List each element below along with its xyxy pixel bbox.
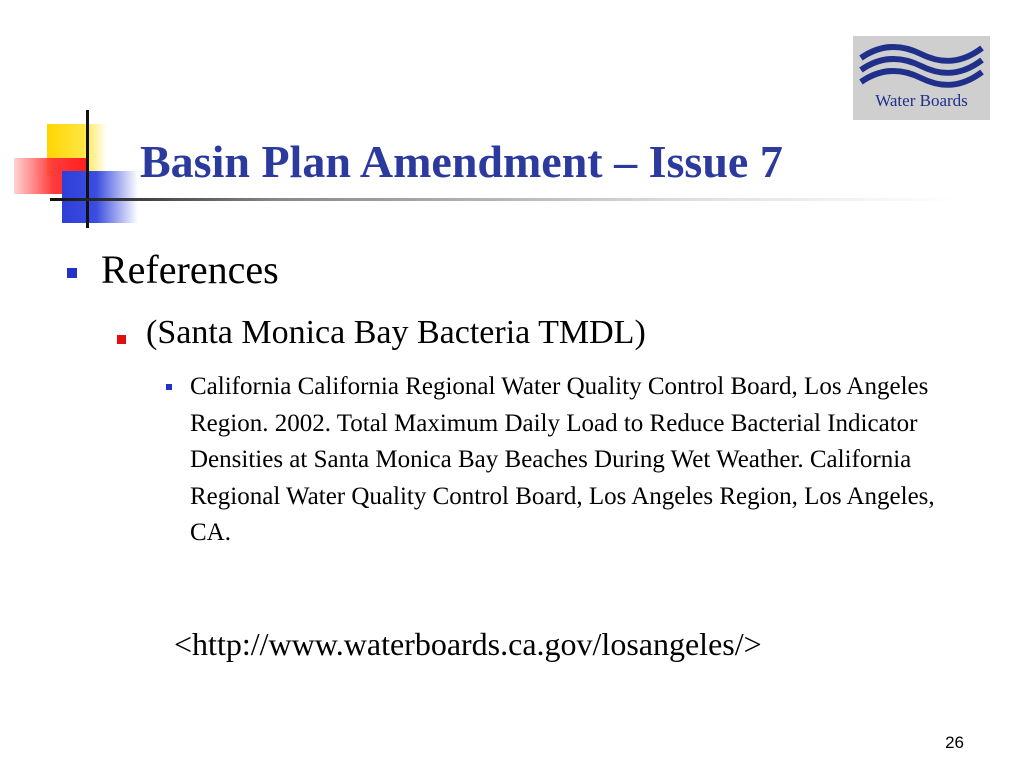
reference-url[interactable]: <http://www.waterboards.ca.gov/losangeles/> [174,626,762,662]
bullet-references: References [101,247,279,292]
logo-text: Water Boards [875,91,968,110]
bullet-tmdl: (Santa Monica Bay Bacteria TMDL) [146,314,646,351]
decor-blue-square [62,171,138,223]
bullet-square-icon [117,335,126,344]
bullet-square-icon [67,268,77,278]
decor-vertical-line [86,110,89,228]
bullet-citation: California California Regional Water Quality Control Board, Los Angeles Region. 2002. Total Maximum Daily Load to Reduce Bacterial Indicator Densities at Santa Monica Bay Beaches During Wet Weather. California Regional Water Quality Control Board, Los Angeles Region, Los Angeles, CA. [190,373,935,546]
bullet-square-icon [166,384,172,390]
wave-icon [859,40,984,90]
water-boards-logo [853,36,990,120]
page-number: 26 [945,733,964,752]
title-underline [50,198,960,201]
slide-title: Basin Plan Amendment – Issue 7 [140,136,783,187]
